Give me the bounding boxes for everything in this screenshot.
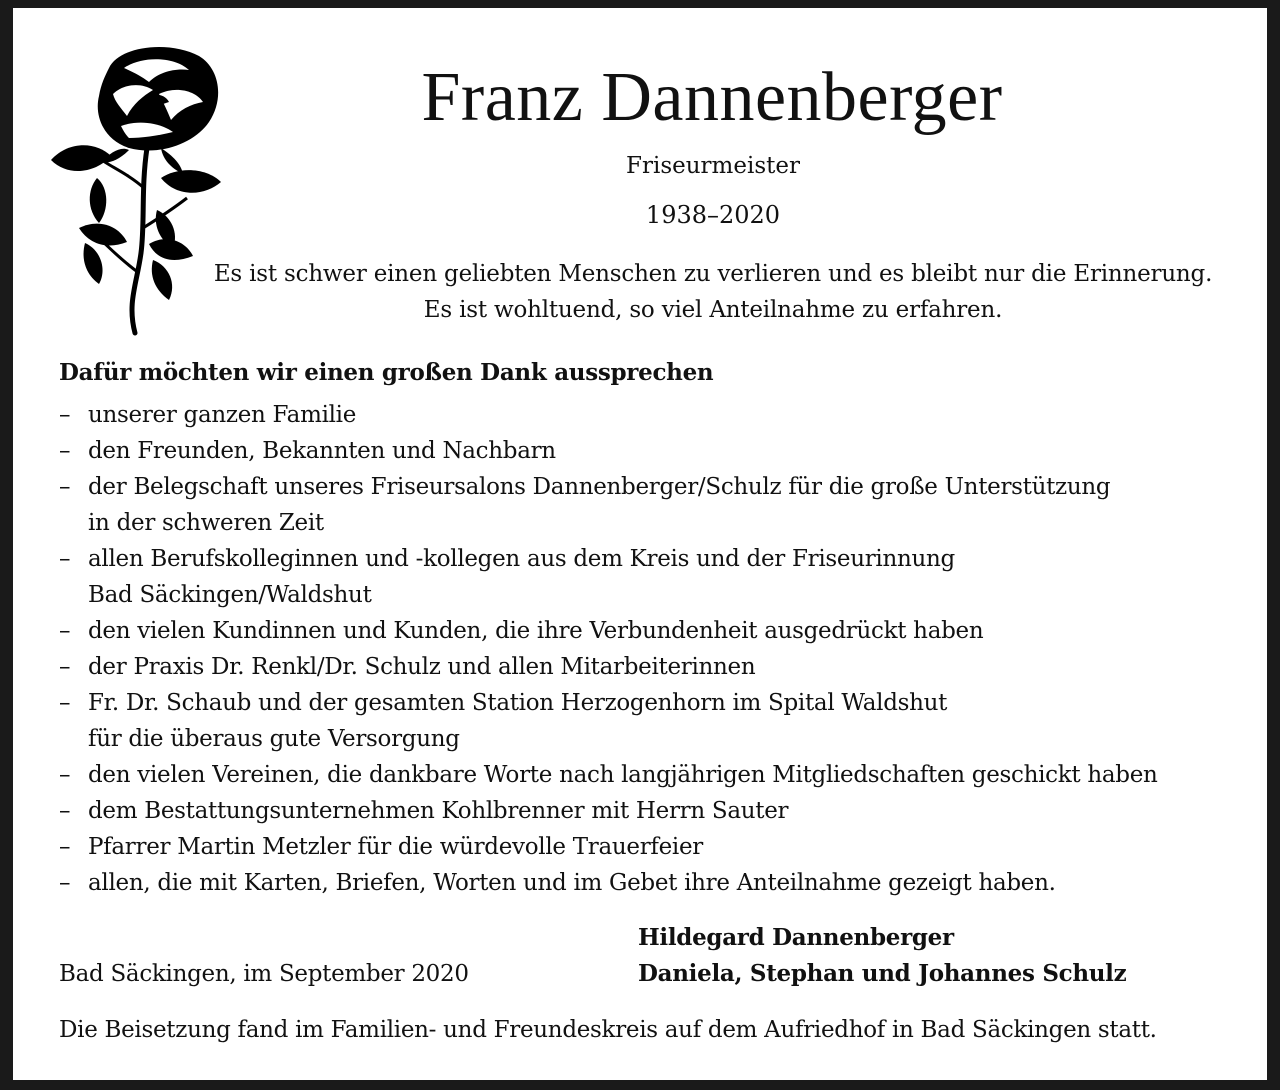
list-dash: – (59, 474, 71, 500)
funeral-note: Die Beisetzung fand im Familien- und Freundeskreis auf dem Aufriedhof in Bad Säckingen statt. (59, 1017, 1157, 1043)
list-dash: – (59, 438, 71, 464)
intro-line-1: Es ist schwer einen geliebten Menschen zu verlieren und es bleibt nur die Erinnerung. (213, 261, 1213, 287)
list-item-line: in der schweren Zeit (88, 510, 324, 536)
list-item-line: für die überaus gute Versorgung (88, 726, 460, 752)
list-dash: – (59, 402, 71, 428)
list-item (59, 541, 1239, 613)
list-item (59, 433, 1239, 469)
signers (638, 920, 1126, 992)
list-item (59, 685, 1239, 757)
list-dash: – (59, 762, 71, 788)
list-item-line: Pfarrer Martin Metzler für die würdevolle Trauerfeier (88, 834, 703, 860)
place-and-date: Bad Säckingen, im September 2020 (59, 961, 469, 987)
list-dash: – (59, 654, 71, 680)
list-dash: – (59, 546, 71, 572)
life-years: 1938–2020 (645, 201, 781, 229)
list-item-line: der Praxis Dr. Renkl/Dr. Schulz und allen Mitarbeiterinnen (88, 654, 756, 680)
list-dash: – (59, 690, 71, 716)
list-item-line: Fr. Dr. Schaub und der gesamten Station Herzogenhorn im Spital Waldshut (88, 690, 948, 716)
list-dash: – (59, 870, 71, 896)
list-dash: – (59, 618, 71, 644)
obituary-card (13, 8, 1267, 1080)
list-item (59, 793, 1239, 829)
list-item-line: unserer ganzen Familie (88, 402, 357, 428)
list-item-line: den vielen Kundinnen und Kunden, die ihre Verbundenheit ausgedrückt haben (88, 618, 984, 644)
profession: Friseurmeister (626, 153, 800, 179)
list-dash: – (59, 798, 71, 824)
deceased-name: Franz Dannenberger (421, 59, 1003, 136)
list-item-line: allen Berufskolleginnen und -kollegen aus dem Kreis und der Friseurinnung (88, 546, 955, 572)
list-item (59, 865, 1239, 901)
list-item-line: allen, die mit Karten, Briefen, Worten und im Gebet ihre Anteilnahme gezeigt haben. (88, 870, 1056, 896)
list-item-line: den vielen Vereinen, die dankbare Worte nach langjährigen Mitgliedschaften geschickt haben (88, 762, 1158, 788)
list-item (59, 397, 1239, 433)
list-item (59, 613, 1239, 649)
intro-text (203, 256, 1223, 328)
list-item-line: den Freunden, Bekannten und Nachbarn (88, 438, 556, 464)
signer-2: Daniela, Stephan und Johannes Schulz (638, 960, 1127, 987)
list-item (59, 649, 1239, 685)
list-dash: – (59, 834, 71, 860)
list-item (59, 469, 1239, 541)
list-item-line: dem Bestattungsunternehmen Kohlbrenner mit Herrn Sauter (88, 798, 789, 824)
thanks-heading: Dafür möchten wir einen großen Dank aussprechen (59, 359, 714, 386)
list-item (59, 757, 1239, 793)
thanks-list (59, 397, 1239, 901)
list-item-line: Bad Säckingen/Waldshut (88, 582, 372, 608)
list-item (59, 829, 1239, 865)
intro-line-2: Es ist wohltuend, so viel Anteilnahme zu erfahren. (423, 297, 1003, 323)
list-item-line: der Belegschaft unseres Friseursalons Dannenberger/Schulz für die große Unterstützung (88, 474, 1111, 500)
signer-1: Hildegard Dannenberger (638, 924, 954, 951)
